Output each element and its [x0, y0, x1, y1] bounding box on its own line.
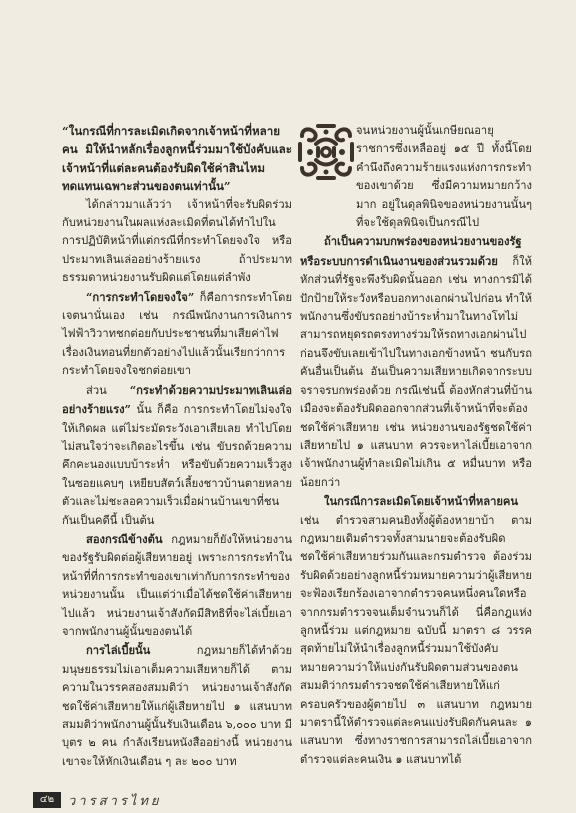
- paragraph-heading: ถ้าเป็นความบกพร่องของหน่วยงานของรัฐหรือระบบการดำเนินงานของส่วนรวมด้วย: [300, 234, 522, 268]
- paragraph: [300, 492, 532, 769]
- paragraph-heading: “กระทำด้วยความประมาทเลินเล่ออย่างร้ายแรง”: [62, 382, 292, 417]
- paragraph-body: กฎหมายก็ได้ทำด้วยมนุษยธรรมไม่เอาเต็มความเสียหายก็ได้ ตามความในวรรคสองสมมติว่า หน่วยงานเจ้าสังกัดชดใช้ค่าเสียหายให้แก่ผู้เสียหายไป ๑ แสนบาท สมมติว่าพนักงานผู้นั้นรับเงินเดือน ๖,๐๐๐ บาท มีบุตร ๒ คน กำลังเรียนหนังสืออย่างนี้ หน่วยงานเขาจะให้หักเงินเดือน ๆ ละ ๒๐๐ บาท: [62, 644, 292, 768]
- paragraph-body: ก็คือการกระทำโดยเจตนานั่นเอง เช่น กรณีพนักงานการเงินการไฟฟ้าวิวาทชกต่อยกับประชาชนที่มาเสียค่าไฟเรื่องเงินทอนที่ยกตัวอย่างไปแล้วนั้นเรียกว่าการกระทำโดยจงใจชกต่อยเขา: [62, 290, 292, 378]
- paragraph-heading: การไล่เบี้ยนั้น: [86, 643, 151, 658]
- left-column: [62, 122, 292, 771]
- paragraph-heading: “การกระทำโดยจงใจ”: [86, 289, 195, 304]
- paragraph-body: ก็ให้หักส่วนที่รัฐจะพึงรับผิดนั้นออก เช่น ทางการมิได้ปักป้ายให้ระวังหรือบอกทางเอกผ่านไปก่อน ทำให้พนักงานซึ่งขับรถอย่างบ้าระห่ำมาในทางโทไม่สามารถหยุดรถตรงทางร่วมให้รถทางเอกผ่านไปก่อนจึงขับเลยเข้าไปในทางเอกข้างหน้า ชนกับรถคันอื่นเป็นต้น อันเป็นความเสียหายเกิดจากระบบจราจรบกพร่องด้วย กรณีเช่นนี้ ต้องหักส่วนที่บ้านเมืองจะต้องรับผิดออกจากส่วนที่เจ้าหน้าที่จะต้องชดใช้ค่าเสียหาย เช่น หน่วยงานของรัฐชดใช้ค่าเสียหายไป ๑ แสนบาท ควรจะหาไล่เบี้ยเอาจากเจ้าพนักงานผู้ทำละเมิดไม่เกิน ๕ หมื่นบาท หรือน้อยกว่า: [300, 254, 532, 489]
- paragraph: [62, 641, 292, 771]
- paragraph: จนหน่วยงานผู้นั้นเกษียณอายุราชการซึ่งเหลืออยู่ ๑๕ ปี ทั้งนี้โดยคำนึงถึงความร้ายแรงแห่งการกระทำของเขาด้วย ซึ่งมีความหมายกว้างมาก อยู่ในดุลพินิจของหน่วยงานนั้นๆ ที่จะใช้ดุลพินิจเป็นกรณีไป: [356, 124, 532, 230]
- paragraph: [62, 288, 292, 381]
- paragraph-lead: ส่วน: [86, 383, 130, 397]
- paragraph-body: นั้น ก็คือ การกระทำโดยไม่จงใจให้เกิดผล แต่ไม่ระมัดระวังเอาเสียเลย ทำไปโดยไม่สนใจว่าจะเกิดอะไรขึ้น เช่น ขับรถด้วยความคึกคะนองแบบบ้าระห่ำ หรือขับด้วยความเร็วสูงในซอยแคบๆ เหยียบสัตว์เลี้ยงชาวบ้านตายหลายตัวและไม่ชะลอความเร็วเมื่อผ่านบ้านเขาที่ชนกันเป็นคดีนี้ เป็นต้น: [62, 403, 292, 527]
- paragraph: [300, 232, 532, 492]
- paragraph-body: เช่น ตำรวจสามคนยิงทั้งผู้ต้องหายาบ้า ตามกฎหมายเดิมตำรวจทั้งสามนายจะต้องรับผิดชดใช้ค่าเสียหายร่วมกันและกรมตำรวจ ต้องร่วมรับผิดด้วยอย่างลูกหนี้ร่วมหมายความว่าผู้เสียหายจะฟ้องเรียกร้องเอาจากตำรวจคนหนึ่งคนใดหรือจากกรมตำรวจจนเต็มจำนวนก็ได้ นี่คือกฎแห่งลูกหนี้ร่วม แต่กฎหมาย ฉบับนี้ มาตรา ๘ วรรคสุดท้ายไม่ให้นำเรื่องลูกหนี้ร่วมมาใช้บังคับ หมายความว่าให้แบ่งกันรับผิดตามส่วนของตน สมมติว่ากรมตำรวจชดใช้ค่าเสียหายให้แก่ครอบครัวของผู้ตายไป ๓ แสนบาท กฎหมายมาตรานี้ให้ตำรวจแต่ละคนแบ่งรับผิดกันคนละ ๑ แสนบาท ซึ่งทางราชการสามารถไล่เบี้ยเอาจากตำรวจแต่ละคนเงิน ๑ แสนบาทได้: [300, 513, 532, 766]
- pull-quote: “ในกรณีที่การละเมิดเกิดจากเจ้าหน้าที่หลายคน มิให้นำหลักเรื่องลูกหนี้ร่วมมาใช้บังคับและเจ้าหน้าที่แต่ละคนต้องรับผิดใช้ค่าสินไหมทดแทนเฉพาะส่วนของตนเท่านั้น”: [62, 124, 292, 194]
- page-number: ๔๒: [33, 792, 61, 808]
- paragraph-body: กฎหมายก็ยังให้หน่วยงานของรัฐรับผิดต่อผู้เสียหายอยู่ เพราะการกระทำในหน้าที่ที่การกระทำของเขาเท่ากับการกระทำของหน่วยงานนั้น เป็นแต่ว่าเมื่อได้ชดใช้ค่าเสียหายไปแล้ว หน่วยงานเจ้าสังกัดมีสิทธิที่จะไล่เบี้ยเอาจากพนักงานผู้นั้นของตนได้: [62, 532, 292, 638]
- paragraph-heading: ในกรณีการละเมิดโดยเจ้าหน้าที่หลายคน: [324, 494, 519, 509]
- right-column: [300, 122, 532, 769]
- paragraph: ได้กล่าวมาแล้วว่า เจ้าหน้าที่จะรับผิดร่วมกับหน่วยงานในผลแห่งละเมิดที่ตนได้ทำไปในการปฏิบัติหน้าที่แต่กรณีที่กระทำโดยจงใจ หรือประมาทเลินเล่ออย่างร้ายแรง ถ้าประมาทธรรมดาหน่วยงานรับผิดแต่โดยแต่ลำพัง: [62, 197, 292, 285]
- paragraph: [62, 381, 292, 530]
- page-footer: [0, 790, 576, 813]
- paragraph: [62, 530, 292, 641]
- magazine-title: วารสารไทย: [68, 794, 162, 809]
- paragraph-heading: สองกรณีข้างต้น: [86, 531, 163, 546]
